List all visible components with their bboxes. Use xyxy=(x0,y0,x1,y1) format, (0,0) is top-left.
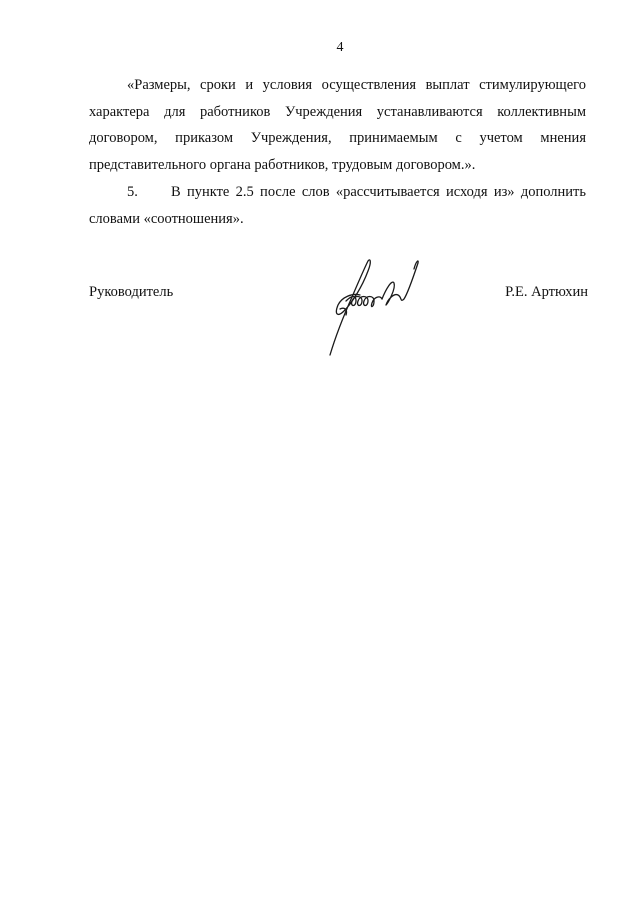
item-5-first-line xyxy=(89,179,586,206)
item-5 xyxy=(89,179,586,232)
paragraph-1 xyxy=(89,72,586,178)
signatory-name: Р.Е. Артюхин xyxy=(505,284,588,300)
handwritten-signature xyxy=(322,255,426,359)
page-number: 4 xyxy=(336,40,344,55)
paragraph-1-text: «Размеры, сроки и условия осуществления выплат стимулирующего характера для работников Учреждения устанавливаются коллективным договором, приказом Учреждения, принимаемым с учетом мнения представительного органа работников, трудовым договором.». xyxy=(89,77,586,173)
item-5-text-line-2: словами «соотношения». xyxy=(89,210,244,227)
item-5-number: 5. xyxy=(127,184,138,200)
item-5-text-line-1: В пункте 2.5 после слов «рассчитывается исходя из» дополнить xyxy=(171,184,586,200)
signatory-role: Руководитель xyxy=(89,284,174,300)
